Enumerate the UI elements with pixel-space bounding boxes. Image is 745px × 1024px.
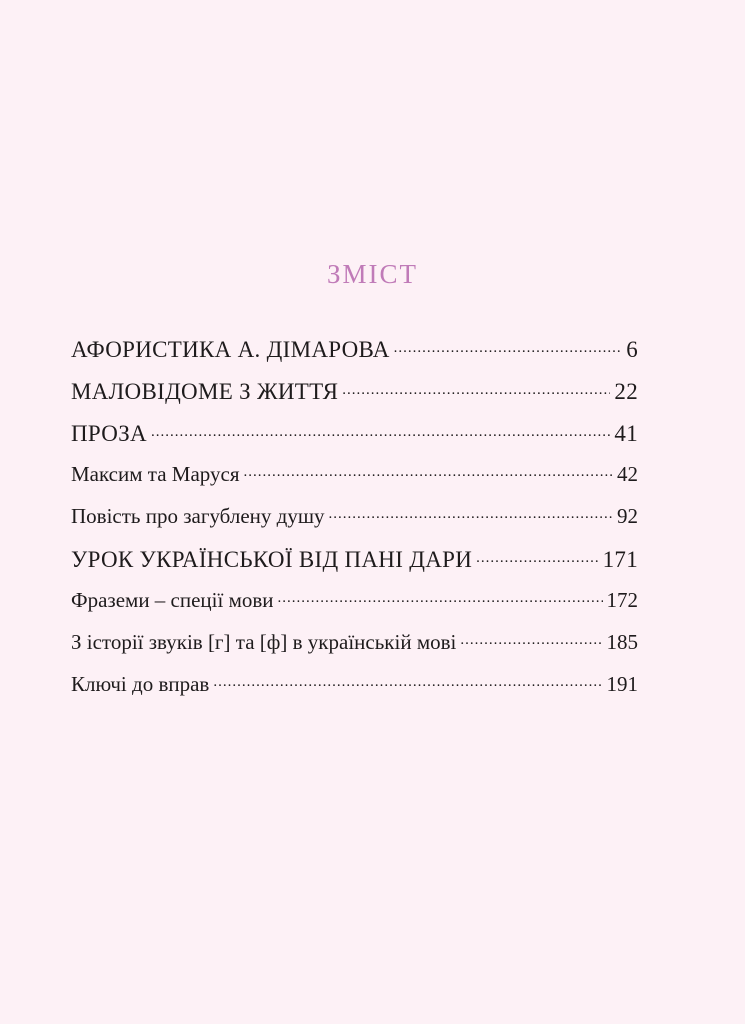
toc-entry: [71, 502, 638, 544]
toc-entry-title: АФОРИСТИКА А. ДІМАРОВА: [71, 337, 390, 362]
toc-entry-title: Повість про загублену душу: [71, 504, 325, 528]
toc-entry-page: 172: [606, 588, 638, 612]
toc-entry: [71, 376, 638, 418]
toc-entry: [71, 334, 638, 376]
dot-leader: [278, 586, 603, 607]
toc-entry-page: 22: [614, 379, 638, 404]
dot-leader: [394, 334, 623, 357]
toc-entry-title: З історії звуків [г] та [ф] в українській мові: [71, 630, 457, 654]
table-of-contents: [71, 334, 638, 712]
dot-leader: [342, 376, 610, 399]
toc-entry-page: 6: [626, 337, 638, 362]
toc-entry: [71, 628, 638, 670]
toc-entry-title: Фраземи – спеції мови: [71, 588, 274, 612]
dot-leader: [476, 544, 598, 567]
toc-entry-page: 185: [606, 630, 638, 654]
toc-entry-page: 42: [617, 462, 638, 486]
toc-entry: [71, 586, 638, 628]
dot-leader: [329, 502, 614, 523]
toc-entry-page: 41: [614, 421, 638, 446]
toc-entry: [71, 418, 638, 460]
dot-leader: [243, 460, 613, 481]
toc-entry-title: Ключі до вправ: [71, 672, 210, 696]
dot-leader: [460, 628, 602, 649]
dot-leader: [213, 670, 602, 691]
toc-entry: [71, 670, 638, 712]
toc-heading: ЗМІСТ: [326, 259, 419, 289]
dot-leader: [151, 418, 610, 441]
toc-entry: [71, 544, 638, 586]
toc-entry-page: 171: [602, 547, 638, 572]
toc-entry-page: 191: [606, 672, 638, 696]
toc-entry-title: Максим та Маруся: [71, 462, 240, 486]
toc-entry-title: ПРОЗА: [71, 421, 147, 446]
toc-entry-title: МАЛОВІДОМЕ З ЖИТТЯ: [71, 379, 339, 404]
toc-entry: [71, 460, 638, 502]
toc-entry-title: УРОК УКРАЇНСЬКОЇ ВІД ПАНІ ДАРИ: [71, 547, 473, 572]
toc-entry-page: 92: [617, 504, 638, 528]
